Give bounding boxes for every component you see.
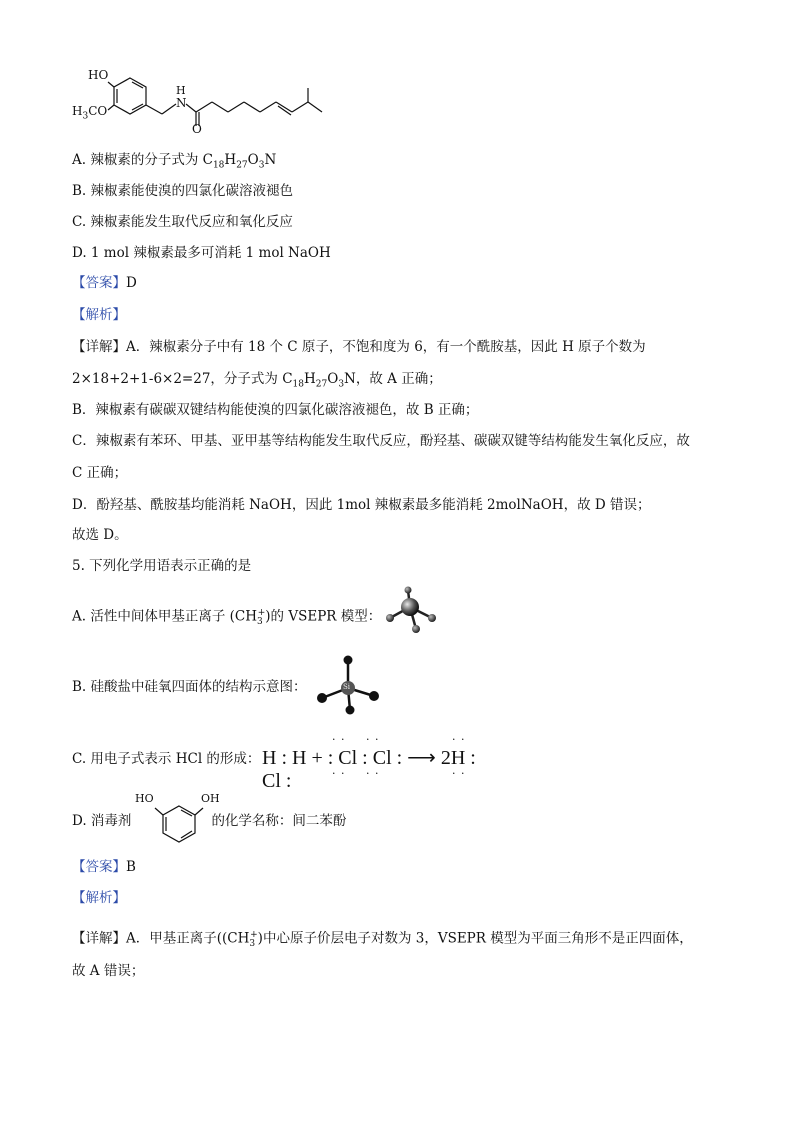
- q5-detail-1: 【详解】A．甲基正离子($(CH_3^+)$中心原子价层电子对数为 3，VSEPR 模型为平面三角形不是正四面体，: [72, 930, 693, 950]
- q4-detail-6: D．酚羟基、酰胺基均能消耗 NaOH，因此 1mol 辣椒素最多能消耗 2molNaOH，故 D 错误；: [72, 497, 651, 513]
- ho-label: HO: [88, 68, 109, 82]
- capsaicin-structure: [72, 60, 342, 140]
- resorcinol-ho-left: HO: [135, 792, 154, 805]
- sub-27: 27: [236, 160, 248, 171]
- sub-18: 18: [212, 160, 225, 171]
- formula-o-b: O: [327, 371, 339, 387]
- si-label: Si: [343, 683, 351, 691]
- ch3-vsepr-model: [380, 585, 445, 635]
- capsaicin-skeleton: [72, 60, 342, 140]
- n-label: N: [176, 96, 187, 110]
- o-label: O: [192, 122, 202, 136]
- q5-stem: 5. 下列化学用语表示正确的是: [72, 558, 252, 574]
- q5-option-a-tail: )的 VSEPR 模型：: [265, 608, 382, 625]
- si-o-tetrahedron: [312, 654, 387, 716]
- q4-option-b: B. 辣椒素能使溴的四氯化碳溶液褪色: [72, 183, 294, 199]
- q4-answer: [72, 274, 137, 292]
- electron-formula-equation: H : H + : Cl : Cl : ⟶ 2H : Cl :: [262, 747, 476, 792]
- q4-option-d: D. 1 mol 辣椒素最多可消耗 1 mol NaOH: [72, 245, 331, 261]
- sub-3: 3: [258, 160, 265, 171]
- q5-analysis-label: 【解析】: [72, 890, 126, 906]
- q5-answer-label: 【答案】: [72, 859, 126, 875]
- q4-detail-1: 【详解】A．辣椒素分子中有 18 个 C 原子，不饱和度为 6，有一个酰胺基，因此 H 原子个数为: [72, 339, 646, 355]
- sub-18b: 18: [292, 379, 304, 390]
- q5-option-a-text: A. 活性中间体甲基正离子 (CH: [72, 608, 257, 625]
- formula-n-b: N: [344, 371, 356, 387]
- q4-option-a: [72, 151, 276, 175]
- q5-option-c: C. 用电子式表示 HCl 的形成：: [72, 751, 261, 767]
- q4-detail-2: [72, 370, 442, 394]
- q5-detail-1b: )中心原子价层电子对数为 3，VSEPR 模型为平面三角形不是正四面体，: [257, 930, 693, 947]
- nh-h-label: H: [176, 84, 186, 97]
- q4-detail-3: B．辣椒素有碳碳双键结构能使溴的四氯化碳溶液褪色，故 B 正确；: [72, 402, 479, 418]
- q5-detail-2: 故 A 错误；: [72, 963, 145, 979]
- q4-answer-label: 【答案】: [72, 275, 126, 291]
- q4-detail-5: C 正确；: [72, 465, 128, 481]
- h3co-label: $H_3CO$: [72, 104, 108, 122]
- q5-option-a: A. 活性中间体甲基正离子 $(CH_3^+)$的 VSEPR 模型：: [72, 608, 382, 628]
- q4-detail-7: 故选 D。: [72, 527, 128, 543]
- formula-o: O: [247, 152, 259, 168]
- formula-n: N: [264, 152, 277, 168]
- resorcinol-structure: [135, 790, 225, 850]
- hcl-electron-equation: H : H + : Cl : Cl : ⟶ 2H : Cl : · · · · · · · · · · · ·: [262, 733, 492, 779]
- q5-detail-1a: 【详解】A．甲基正离子((CH: [72, 930, 250, 947]
- q4-detail-2a: 2×18+2+1-6×2=27，分子式为 C: [72, 371, 293, 387]
- formula-h-b: H: [304, 371, 316, 387]
- q5-answer-value: B: [126, 859, 136, 875]
- ball-model-icon: [380, 585, 445, 635]
- q5-answer: [72, 858, 136, 876]
- q4-detail-4: C．辣椒素有苯环、甲基、亚甲基等结构能发生取代反应，酚羟基、碳碳双键等结构能发生氧化反应，故: [72, 433, 690, 449]
- q4-answer-value: D: [126, 275, 137, 291]
- q5-option-b: B. 硅酸盐中硅氧四面体的结构示意图：: [72, 679, 307, 695]
- formula-h: H: [224, 152, 237, 168]
- q4-option-a-text: A. 辣椒素的分子式为 C: [72, 152, 213, 168]
- q4-analysis-label: 【解析】: [72, 307, 126, 323]
- resorcinol-oh-right: OH: [201, 792, 220, 805]
- q5-option-d-post: 的化学名称：间二苯酚: [211, 813, 347, 829]
- q5-option-d-pre: D. 消毒剂: [72, 813, 132, 829]
- q4-option-c: C. 辣椒素能发生取代反应和氧化反应: [72, 214, 293, 230]
- sub-3b: 3: [338, 379, 345, 390]
- q4-detail-2b: ，故 A 正确；: [355, 371, 442, 387]
- sub-27b: 27: [315, 379, 328, 390]
